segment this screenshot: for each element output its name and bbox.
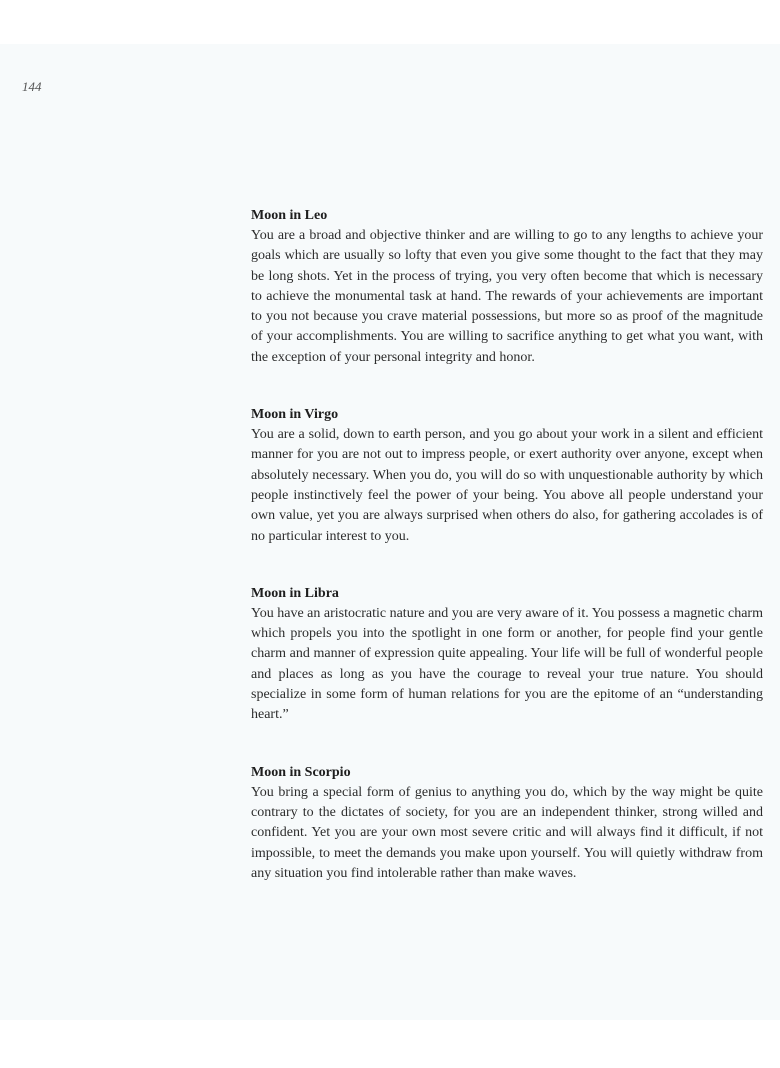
section-heading: Moon in Virgo — [251, 407, 339, 423]
section-body: You are a broad and objective thinker and are willing to go to any lengths to achieve your goals which are usually so lofty that even you give some thought to the fact that they may be long shots. Yet in the process of trying, you very often become that which is necessary to achieve the monumental task at hand. The rewards of your achievements are important to you not because you crave material possessions, but more so as proof of the magnitude of your accomplishments. You are willing to sacrifice anything to get what you want, with the exception of your personal integrity and honor. — [251, 228, 763, 365]
section-heading: Moon in Scorpio — [251, 764, 351, 780]
section-body: You are a solid, down to earth person, and you go about your work in a silent and efficient manner for you are not out to impress people, or exert authority over anyone, except when absolutely necessary. When you do, you will do so with unquestionable authority by which people instinctively feel the power of your being. You above all people understand your own value, yet you are always surprised when others do also, for gathering accolades is of no particular interest to you. — [251, 427, 763, 544]
section-heading: Moon in Libra — [251, 585, 339, 601]
page-number: 144 — [22, 79, 42, 94]
section-moon-in-leo — [251, 206, 763, 368]
section-moon-in-virgo — [251, 405, 763, 547]
section-body: You have an aristocratic nature and you are very aware of it. You possess a magnetic charm which propels you into the spotlight in one form or another, for people find your gentle charm and manner of expression quite appealing. Your life will be full of wonderful people and places as long as you have the courage to reveal your true nature. You should specialize in some form of human relations for you are the epitome of an “understanding heart.” — [251, 605, 763, 723]
text-column — [251, 206, 763, 884]
book-page — [0, 44, 780, 1020]
section-moon-in-scorpio — [251, 763, 763, 884]
section-moon-in-libra — [251, 584, 763, 726]
section-body: You bring a special form of genius to anything you do, which by the way might be quite contrary to the dictates of society, for you are an independent thinker, strong willed and confident. Yet you are your own most severe critic and will always find it difficult, if not impossible, to meet the demands you make upon yourself. You will quietly withdraw from any situation you find intolerable rather than make waves. — [251, 784, 763, 881]
section-heading: Moon in Leo — [251, 208, 328, 223]
